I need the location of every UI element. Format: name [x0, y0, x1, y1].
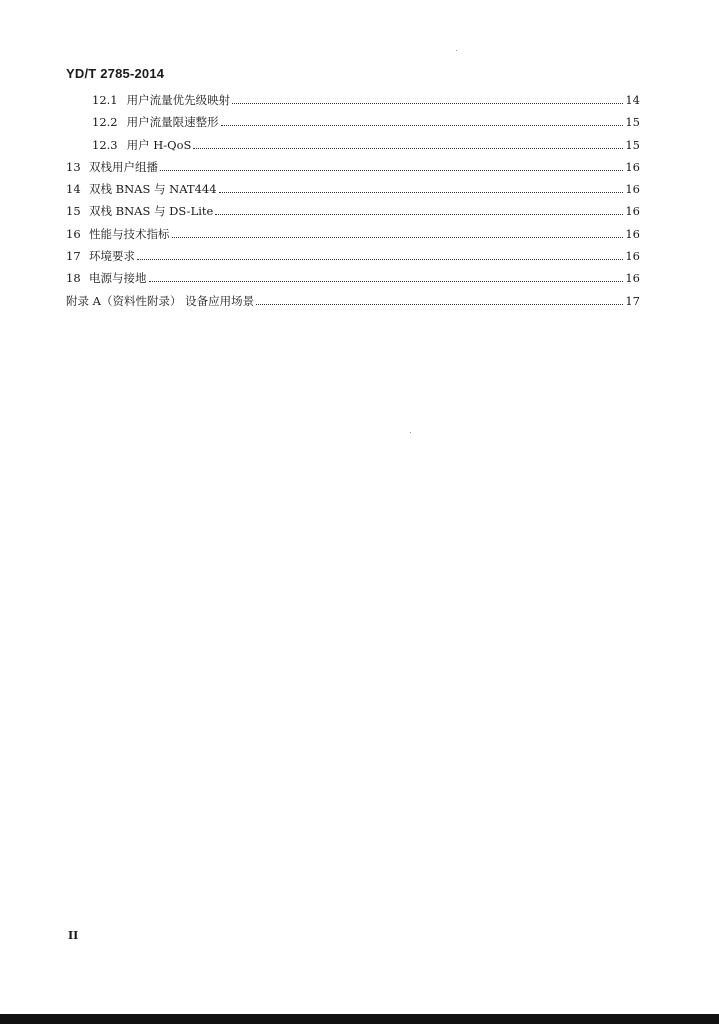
scan-speck: [456, 50, 457, 51]
toc-entry-number: 12.3: [92, 137, 118, 152]
toc-dot-leader: [172, 237, 624, 238]
toc-entry-page: 16: [625, 204, 640, 219]
toc-entry[interactable]: [66, 114, 640, 136]
toc-dot-leader: [219, 192, 624, 193]
toc-entry-number: 15: [66, 204, 81, 219]
toc-dot-leader: [137, 259, 623, 260]
toc-entry-title: 附录 A（资料性附录） 设备应用场景: [66, 293, 255, 308]
toc-entry-page: 16: [625, 159, 640, 174]
toc-entry-page: 14: [625, 93, 640, 107]
toc-dot-leader: [193, 148, 623, 149]
toc-entry-number: 18: [66, 271, 81, 286]
toc-entry-number: 13: [66, 159, 81, 174]
toc-entry-number: 12.2: [92, 115, 118, 130]
toc-dot-leader: [232, 103, 623, 104]
toc-entry[interactable]: [66, 226, 640, 248]
toc-entry[interactable]: [66, 159, 640, 181]
toc-entry-page: 16: [625, 182, 640, 197]
toc-entry[interactable]: [66, 92, 640, 114]
toc-dot-leader: [160, 170, 623, 171]
toc-entry-title: 双栈 BNAS 与 DS-Lite: [89, 204, 214, 219]
toc-entry-title: 环境要求: [89, 249, 135, 264]
toc-entry-title: 电源与接地: [89, 271, 147, 286]
toc-entry[interactable]: [66, 293, 640, 315]
toc-entry-number: 16: [66, 226, 81, 241]
toc-entry-page: 16: [625, 226, 640, 241]
toc-entry[interactable]: [66, 137, 640, 159]
toc-entry-page: 16: [625, 271, 640, 286]
toc-entry[interactable]: [66, 270, 640, 292]
toc-dot-leader: [149, 281, 624, 282]
toc-entry-page: 15: [625, 115, 640, 130]
toc-entry-page: 17: [625, 293, 640, 308]
toc-entry-title: 性能与技术指标: [89, 226, 170, 241]
toc-entry-number: 12.1: [92, 93, 118, 107]
toc-entry-title: 用户流量优先级映射: [126, 93, 231, 107]
toc-entry-title: 双栈 BNAS 与 NAT444: [89, 182, 217, 197]
toc-entry-title: 用户流量限速整形: [126, 115, 219, 130]
toc-entry[interactable]: [66, 248, 640, 270]
table-of-contents: [66, 92, 640, 315]
toc-dot-leader: [256, 304, 623, 305]
toc-entry-number: 17: [66, 249, 81, 264]
toc-entry-title: 双栈用户组播: [89, 159, 158, 174]
document-code: YD/T 2785-2014: [66, 66, 165, 81]
page-number: II: [68, 929, 79, 942]
toc-entry-title: 用户 H-QoS: [126, 137, 192, 152]
toc-entry-page: 15: [625, 137, 640, 152]
toc-entry-number: 14: [66, 182, 81, 197]
scan-border: [0, 1014, 719, 1024]
toc-entry[interactable]: [66, 181, 640, 203]
toc-entry-page: 16: [625, 249, 640, 264]
toc-dot-leader: [215, 214, 623, 215]
scan-speck: [410, 432, 411, 433]
toc-dot-leader: [221, 125, 624, 126]
toc-entry[interactable]: [66, 203, 640, 225]
